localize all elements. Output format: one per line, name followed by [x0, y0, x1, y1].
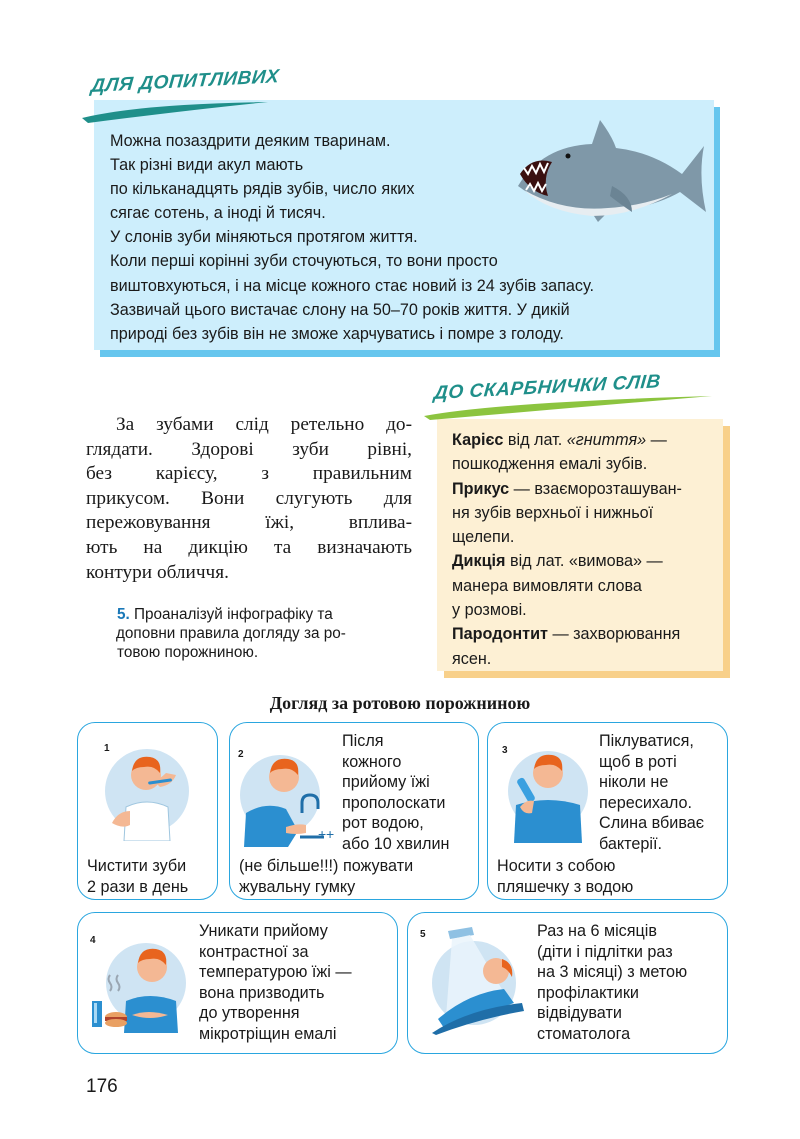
card-line: прийому їжі	[342, 773, 430, 792]
vocab-text	[452, 428, 727, 671]
body-line: прикусом. Вони слугують для	[86, 487, 412, 509]
rinsing-mouth-illustration	[236, 747, 336, 847]
card-text-bottom	[239, 856, 413, 897]
dentist-visit-illustration	[418, 923, 530, 1035]
curious-line: виштовхуються, і на місце кожного стає новий із 24 зубів запасу.	[110, 276, 594, 295]
card-4	[77, 912, 398, 1054]
card-line: мікротріщин емалі	[199, 1024, 337, 1043]
card-line: Уникати прийому	[199, 922, 328, 940]
card-text	[537, 921, 687, 1045]
heading-underline-swoosh	[78, 96, 278, 126]
body-paragraph	[86, 413, 412, 585]
task-line: доповни правила догляду за ро-	[116, 625, 346, 642]
vocab-term: Карієс	[452, 431, 504, 449]
card-line: ніколи не	[599, 773, 669, 792]
body-line: За зубами слід ретельно до-	[116, 414, 412, 435]
card-line: рот водою,	[342, 814, 424, 833]
page-number: 176	[86, 1076, 118, 1097]
card-line: пляшечку з водою	[497, 877, 634, 896]
card-line: Слина вбиває	[599, 814, 705, 833]
vocab-def: щелепи.	[452, 528, 515, 547]
curious-text	[110, 129, 710, 346]
curious-line: У слонів зуби міняються протягом життя.	[110, 228, 418, 247]
curious-line: сягає сотень, а іноді й тисяч.	[110, 204, 326, 223]
body-line: контури обличчя.	[86, 561, 229, 583]
card-number: 1	[104, 743, 110, 754]
card-line: жувальну гумку	[239, 877, 356, 896]
body-line: глядати. Здорові зуби рівні,	[86, 438, 412, 460]
card-line: щоб в роті	[599, 752, 677, 771]
infographic-title: Догляд за ротовою порожниною	[269, 693, 531, 713]
task-line: Проаналізуй інфографіку та	[134, 606, 333, 623]
vocab-term: Дикція	[452, 552, 506, 571]
card-3	[487, 722, 728, 900]
curious-line: Зазвичай цього вистачає слону на 50–70 років життя. У дикій	[110, 300, 570, 319]
card-line: температурою їжі —	[199, 963, 352, 982]
card-line: (не більше!!!) пожувати	[239, 857, 414, 875]
card-number: 5	[420, 929, 426, 940]
vocab-heading: ДО СКАРБНИЧКИ СЛІВ	[433, 371, 662, 405]
body-line: пережовування їжі, вплива-	[86, 512, 412, 534]
curious-line: Коли перші корінні зуби сточуються, то вони просто	[110, 252, 498, 271]
card-line: профілактики	[537, 983, 639, 1002]
task-number: 5.	[117, 606, 130, 623]
body-line: ють на дикцію та визначають	[86, 536, 412, 558]
card-line: Раз на 6 місяців	[537, 922, 657, 940]
card-line: контрастної за	[199, 942, 309, 961]
task-line: товою порожниною.	[117, 644, 259, 661]
card-text-top	[599, 731, 704, 855]
vocab-term: Прикус	[452, 479, 510, 498]
hot-cold-food-illustration	[88, 929, 194, 1033]
curious-line: Можна позаздрити деяким тваринам.	[110, 132, 391, 150]
card-text-top	[342, 731, 449, 855]
vocab-def: пошкодження емалі зубів.	[452, 455, 648, 474]
vocab-def: від лат. «вимова» —	[505, 552, 663, 571]
vocab-def: манера вимовляти слова	[452, 576, 642, 595]
card-line: пересихало.	[599, 793, 692, 812]
vocab-def: — взаєморозташуван-	[509, 479, 682, 498]
vocab-def: від лат.	[503, 431, 567, 449]
curious-line: Так різні види акул мають	[110, 156, 304, 175]
vocab-def: ня зубів верхньої і нижньої	[452, 503, 654, 522]
vocab-def: у розмові.	[452, 601, 527, 620]
card-text	[199, 921, 352, 1045]
card-2	[229, 722, 479, 900]
card-line: до утворення	[199, 1004, 300, 1023]
card-text	[87, 856, 188, 897]
brushing-teeth-illustration	[104, 745, 190, 841]
curious-line: природі без зубів він не зможе харчуватись і помре з голоду.	[110, 324, 564, 343]
vocab-def-italic: «гниття»	[566, 431, 647, 449]
body-line: без карієсу, з правильним	[86, 463, 412, 485]
card-line: прополоскати	[342, 793, 446, 812]
card-5	[407, 912, 728, 1054]
vocab-def: ясен.	[452, 649, 492, 668]
curious-line: по кільканадцять рядів зубів, число яких	[110, 180, 415, 199]
vocab-def: — захворювання	[547, 625, 681, 644]
card-line: відвідувати	[537, 1004, 622, 1023]
drinking-water-illustration	[502, 743, 592, 843]
svg-text:+: +	[318, 826, 327, 842]
vocab-def: —	[646, 431, 667, 449]
card-line: Чистити зуби	[87, 857, 187, 875]
card-line: вона призводить	[199, 983, 325, 1002]
card-number: 3	[502, 745, 508, 756]
card-number: 2	[238, 749, 244, 760]
card-line: або 10 хвилин	[342, 834, 450, 853]
card-1	[77, 722, 218, 900]
curious-heading: ДЛЯ ДОПИТЛИВИХ	[90, 66, 281, 98]
card-line: стоматолога	[537, 1024, 631, 1043]
card-line: Носити з собою	[497, 857, 616, 875]
card-line: Після	[342, 732, 384, 750]
vocab-term: Пародонтит	[452, 625, 548, 644]
card-line: бактерії.	[599, 834, 662, 853]
card-line: на 3 місяці) з метою	[537, 963, 688, 982]
card-line: (діти і підлітки раз	[537, 942, 673, 961]
card-line: 2 рази в день	[87, 877, 189, 896]
card-line: Піклуватися,	[599, 732, 694, 750]
card-line: кожного	[342, 752, 402, 771]
task-5	[117, 605, 413, 662]
card-text-bottom	[497, 856, 633, 897]
svg-text:+: +	[326, 826, 335, 842]
card-number: 4	[90, 935, 96, 946]
